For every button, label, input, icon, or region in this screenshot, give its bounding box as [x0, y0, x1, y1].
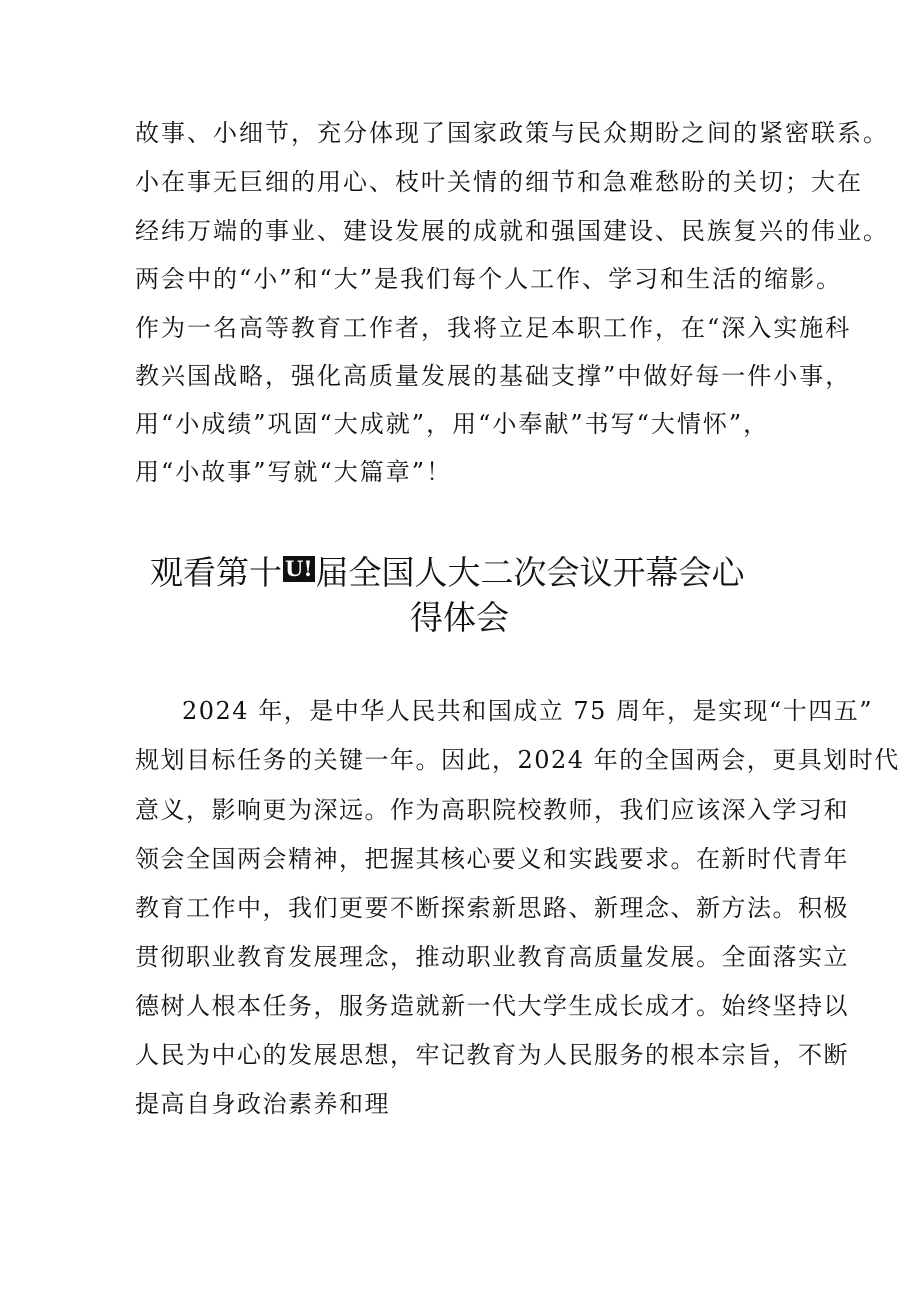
- heading-line-1: [150, 553, 745, 593]
- text-line: 德树人根本任务，服务造就新一代大学生成长成才。始终坚持以: [135, 992, 849, 1020]
- text-line: 教育工作中，我们更要不断探索新思路、新理念、新方法。积极: [135, 894, 849, 922]
- text-line: 用“小故事”写就“大篇章”！: [135, 458, 453, 486]
- text-line: 用“小成绩”巩固“大成就”，用“小奉献”书写“大情怀”，: [135, 410, 770, 438]
- text-line: 故事、小细节，充分体现了国家政策与民众期盼之间的紧密联系。: [135, 119, 889, 147]
- heading-badge: U!: [285, 556, 313, 581]
- text-line: 领会全国两会精神，把握其核心要义和实践要求。在新时代青年: [135, 845, 849, 873]
- text-line: 2024 年，是中华人民共和国成立 75 周年，是实现“十四五”: [182, 697, 874, 725]
- heading-text: 观看第十: [150, 553, 282, 592]
- text-line: 两会中的“小”和“大”是我们每个人工作、学习和生活的缩影。: [135, 265, 843, 293]
- text-line: 小在事无巨细的用心、枝叶关情的细节和急难愁盼的关切；大在: [135, 168, 863, 196]
- heading-text: 届全国人大二次会议开幕会心: [315, 553, 745, 592]
- text-line: 人民为中心的发展思想，牢记教育为人民服务的根本宗旨，不断: [135, 1041, 849, 1069]
- text-line: 贯彻职业教育发展理念，推动职业教育高质量发展。全面落实立: [135, 943, 849, 971]
- text-line: 提高自身政治素养和理: [135, 1090, 390, 1118]
- text-line: 意义，影响更为深远。作为高职院校教师，我们应该深入学习和: [135, 796, 849, 824]
- text-line: 教兴国战略，强化高质量发展的基础支撑”中做好每一件小事，: [135, 362, 852, 390]
- text-line: 经纬万端的事业、建设发展的成就和强国建设、民族复兴的伟业。: [135, 217, 889, 245]
- text-line: 规划目标任务的关键一年。因此，2024 年的全国两会，更具划时代: [135, 746, 900, 774]
- heading-line-2: 得体会: [410, 598, 509, 637]
- text-line: 作为一名高等教育工作者，我将立足本职工作，在“深入实施科: [135, 314, 852, 342]
